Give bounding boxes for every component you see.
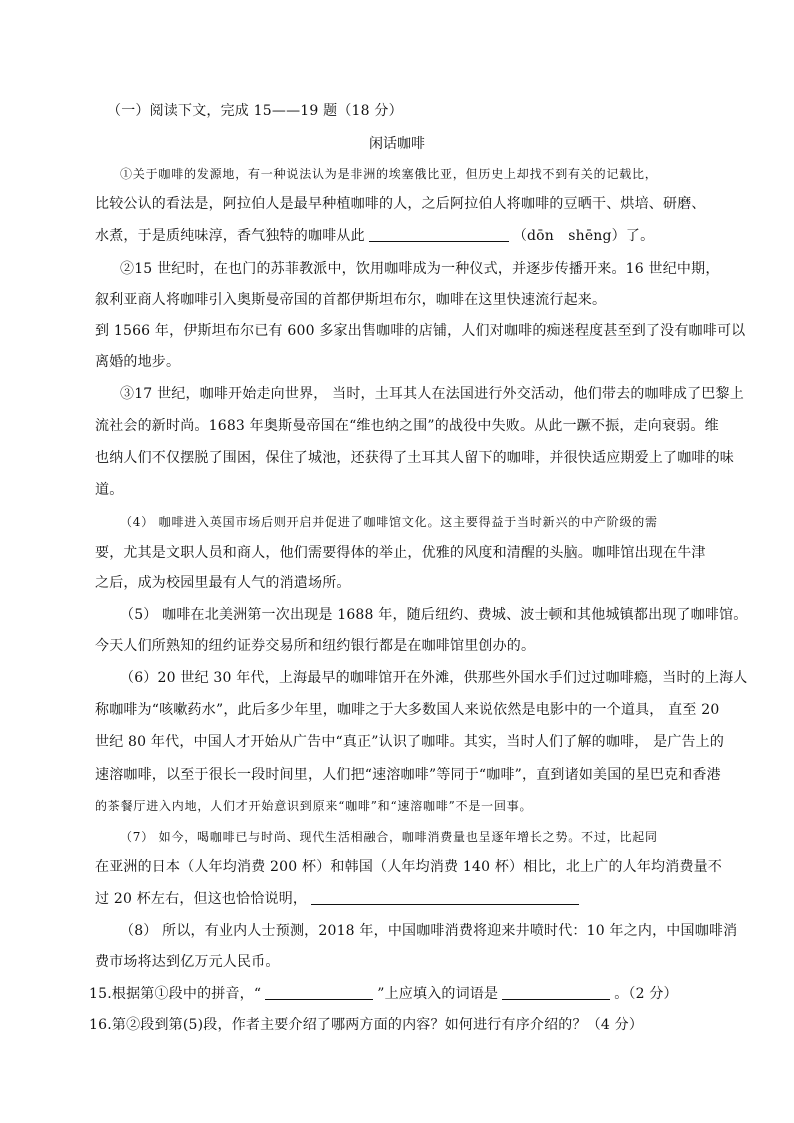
- p2-line1: ②15 世纪时，在也门的苏菲教派中，饮用咖啡成为一种仪式，并逐步传播开来。16 世纪中期，: [120, 261, 720, 277]
- p2-line4: 离婚的地步。: [95, 354, 181, 370]
- section-heading: （一）阅读下文，完成 15——19 题（18 分）: [107, 103, 403, 119]
- p3-line4: 道。: [95, 482, 124, 498]
- article-title: 闲话咖啡: [369, 136, 425, 152]
- q15-suffix: 。（2 分）: [614, 986, 678, 1002]
- p7-line1: （7） 如今，喝咖啡已与时尚、现代生活相融合，咖啡消费量也呈逐年增长之势。不过，比起同: [120, 830, 658, 844]
- fill-blank-1[interactable]: [369, 227, 509, 242]
- p7-line3: [95, 889, 705, 909]
- p4-line3: 之后，成为校园里最有人气的消遣场所。: [95, 575, 351, 591]
- p1-line1: ①关于咖啡的发源地，有一种说法认为是非洲的埃塞俄比亚，但历史上却找不到有关的记载比，: [120, 167, 658, 181]
- p8-line1: （8） 所以，有业内人士预测，2018 年，中国咖啡消费将迎来井喷时代：10 年之内，中国咖啡消: [120, 923, 738, 939]
- question-16: 16.第②段到第(5)段，作者主要介绍了哪两方面的内容？如何进行有序介绍的？（4 分）: [89, 1017, 644, 1033]
- p1-line3: [95, 226, 705, 246]
- p3-line2: 流社会的新时尚。1683 年奥斯曼帝国在“维也纳之围”的战役中失败。从此一蹶不振，走向衰弱。维: [95, 418, 719, 434]
- fill-blank-2[interactable]: [311, 890, 579, 905]
- q15-middle: ”上应填入的词语是: [377, 986, 499, 1002]
- p7-line3-text: 过 20 杯左右，但这也恰恰说明，: [95, 891, 308, 907]
- p1-line2: 比较公认的看法是，阿拉伯人是最早种植咖啡的人，之后阿拉伯人将咖啡的豆晒干、烘培、研磨、: [95, 196, 706, 212]
- p6-line2: 称咖啡为“咳嗽药水”，此后多少年里，咖啡之于大多数国人来说依然是电影中的一个道具， 直至 20: [95, 702, 720, 718]
- p6-line5: 的茶餐厅进入内地，人们才开始意识到原来“咖啡”和“速溶咖啡”不是一回事。: [95, 799, 533, 813]
- p1-pinyin: （dōn shēng）了。: [512, 228, 655, 244]
- p2-line2: 叙利亚商人将咖啡引入奥斯曼帝国的首都伊斯坦布尔，咖啡在这里快速流行起来。: [95, 292, 607, 308]
- p2-line3: 到 1566 年，伊斯坦布尔已有 600 多家出售咖啡的店铺，人们对咖啡的痴迷程度甚至到了没有咖啡可以: [95, 323, 746, 339]
- p6-line1: （6）20 世纪 30 年代，上海最早的咖啡馆开在外滩，供那些外国水手们过过咖啡瘾，当时的上海人: [120, 670, 748, 686]
- p4-line2: 要，尤其是文职人员和商人，他们需要得体的举止，优雅的风度和清醒的头脑。咖啡馆出现在牛津: [95, 545, 706, 561]
- q15-prefix: 15.根据第①段中的拼音，“: [89, 986, 262, 1002]
- p3-line3: 也纳人们不仅摆脱了围困，保住了城池，还获得了土耳其人留下的咖啡，并很快适应期爱上了咖啡的味: [95, 450, 734, 466]
- question-15: [89, 984, 699, 1004]
- p5-line2: 今天人们所熟知的纽约证券交易所和纽约银行都是在咖啡馆里创办的。: [95, 638, 536, 654]
- p3-line1: ③17 世纪，咖啡开始走向世界， 当时，土耳其人在法国进行外交活动，他们带去的咖啡成了巴黎上: [120, 386, 744, 402]
- q15-blank-word[interactable]: [265, 985, 373, 1000]
- p4-line1: （4） 咖啡进入英国市场后则开启并促进了咖啡馆文化。这主要得益于当时新兴的中产阶级的需: [120, 515, 658, 529]
- p1-line3-text: 水煮，于是质纯味淳，香气独特的咖啡从此: [95, 228, 365, 244]
- p8-line2: 费市场将达到亿万元人民币。: [95, 954, 280, 970]
- p6-line3: 世纪 80 年代，中国人才开始从广告中“真正”认识了咖啡。其实，当时人们了解的咖啡， 是广告上的: [95, 734, 725, 750]
- q15-blank-answer[interactable]: [502, 985, 610, 1000]
- p7-line2: 在亚洲的日本（人年均消费 200 杯）和韩国（人年均消费 140 杯）相比，北上广的人年均消费量不: [95, 859, 723, 875]
- p6-line4: 速溶咖啡，以至于很长一段时间里，人们把“速溶咖啡”等同于“咖啡”，直到诸如美国的星巴克和香港: [95, 767, 721, 783]
- p5-line1: （5） 咖啡在北美洲第一次出现是 1688 年，随后纽约、费城、波士顿和其他城镇都出现了咖啡馆。: [120, 607, 748, 623]
